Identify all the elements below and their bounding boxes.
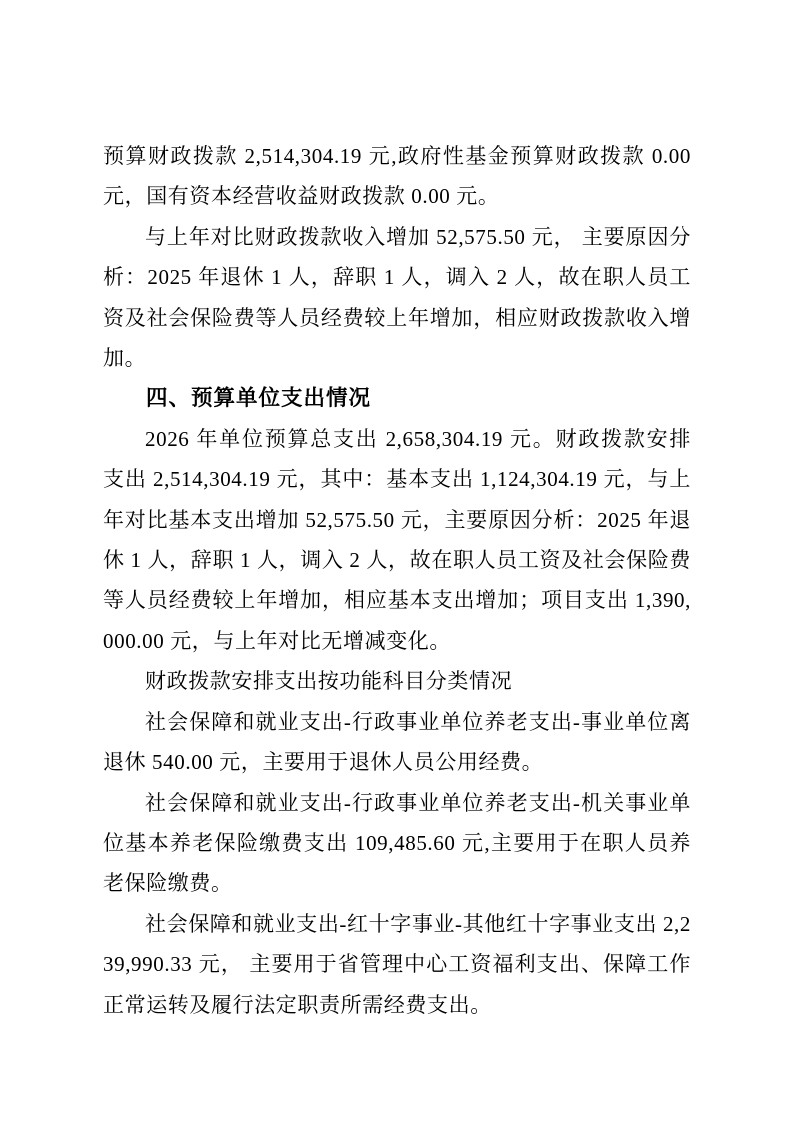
paragraph: 预算财政拨款 2,514,304.19 元,政府性基金预算财政拨款 0.00 元，国有资本经营收益财政拨款 0.00 元。 (103, 144, 691, 209)
paragraph: 与上年对比财政拨款收入增加 52,575.50 元， 主要原因分析：2025 年退休 1 人，辞职 1 人，调入 2 人，故在职人员工资及社会保险费等人员经费较上年增加，相应财政拨款收入增加。 (103, 224, 691, 371)
paragraph: 社会保障和就业支出-行政事业单位养老支出-事业单位离退休 540.00 元，主要用于退休人员公用经费。 (103, 709, 691, 775)
paragraph: 社会保障和就业支出-红十字事业-其他红十字事业支出 2,239,990.33 元， 主要用于省管理中心工资福利支出、保障工作正常运转及履行法定职责所需经费支出。 (103, 911, 691, 1017)
paragraph: 社会保障和就业支出-行政事业单位养老支出-机关事业单位基本养老保险缴费支出 109,485.60 元,主要用于在职人员养老保险缴费。 (103, 790, 691, 896)
document-body (103, 136, 691, 1025)
paragraph: 财政拨款安排支出按功能科目分类情况 (145, 669, 513, 694)
section-heading: 四、预算单位支出情况 (146, 386, 372, 411)
paragraph: 2026 年单位预算总支出 2,658,304.19 元。财政拨款安排支出 2,514,304.19 元，其中：基本支出 1,124,304.19 元，与上年对比基本支出增加 52,575.50 元，主要原因分析：2025 年退休 1 人，辞职 1 人，调入 2 人，故在职人员工资及社会保险费等人员经费较上年增加，相应基本支出增加；项目支出 1,390,000.00 元，与上年对比无增减变化。 (103, 426, 691, 653)
